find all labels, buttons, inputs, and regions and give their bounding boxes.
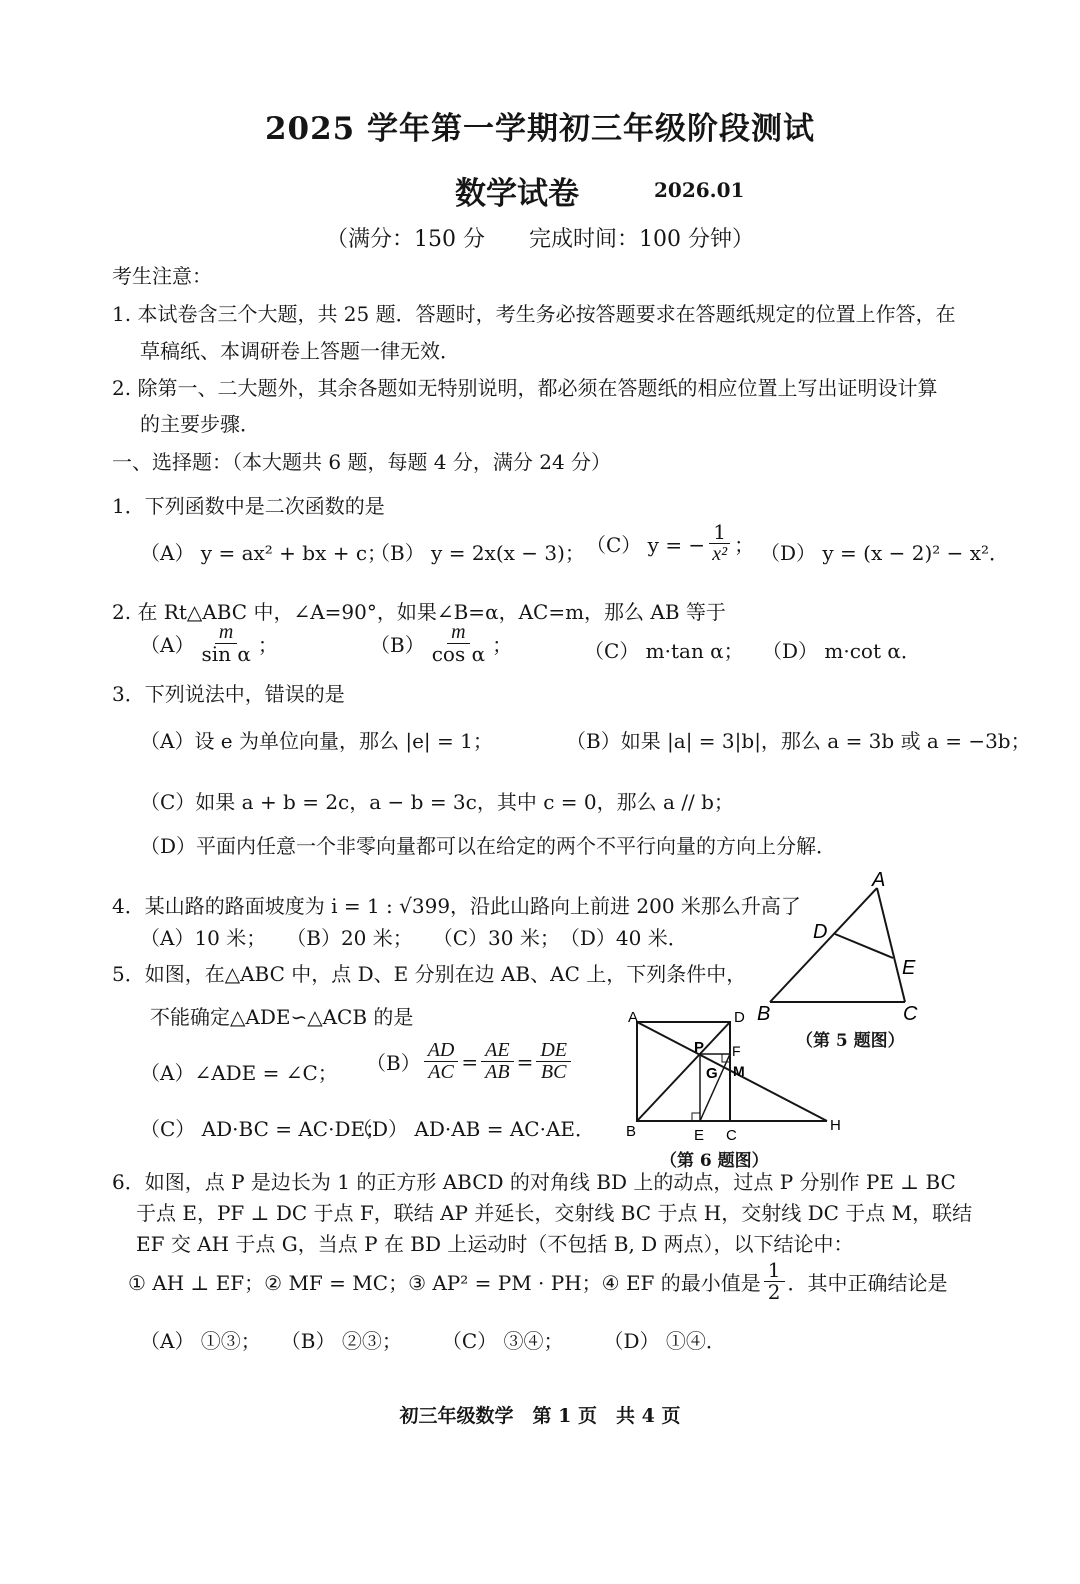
q5-stem: 5．如图，在△ABC 中，点 D、E 分别在边 AB、AC 上，下列条件中， [112,962,747,986]
q1-option-c-prefix: （C） y = − [586,533,706,557]
fig5-label-c: C [903,1003,918,1023]
q1-option-c-fraction [708,522,731,565]
q3-option-d: （D）平面内任意一个非零向量都可以在给定的两个不平行向量的方向上分解． [140,834,837,858]
q1-option-c [586,522,754,565]
q4-options: （A）10 米； （B）20 米； （C）30 米； （D）40 米． [140,926,688,950]
section1-heading: 一、选择题：（本大题共 6 题，每题 4 分，满分 24 分） [112,450,612,474]
fig5-label-b: B [757,1003,771,1023]
q6-line4-prefix: ① AH ⊥ EF；② MF = MC；③ AP² = PM · PH；④ EF 的最小值是 [128,1271,761,1295]
notice-item2-line2: 的主要步骤． [140,412,260,436]
fig6-label-h: H [830,1117,841,1134]
q5-option-b-frac2 [481,1040,513,1083]
q5-option-b-label: （B） [366,1051,421,1075]
q6-line4-numerator: 1 [764,1260,785,1282]
q6-line3: EF 交 AH 于点 G，当点 P 在 BD 上运动时（不包括 B, D 两点），以下结论中： [136,1232,854,1256]
q3-option-c: （C）如果 a + b = 2c，a − b = 3c，其中 c = 0，那么 a // b； [140,790,734,814]
notice-item1-line2: 草稿纸、本调研卷上答题一律无效． [140,339,460,363]
q2-option-b [370,622,512,665]
q2-option-a-denominator: sin α [201,642,251,666]
exam-title: 2025 学年第一学期初三年级阶段测试 [264,111,816,147]
fig5-label-d: D [813,921,828,943]
exam-subtitle: 数学试卷 [455,176,579,212]
q2-option-b-numerator: m [447,622,469,644]
q5-option-b-eq1: = [461,1049,479,1074]
figure-6 [622,1004,847,1152]
q6-options: （A） ①③； （B） ②③； （C） ③④； （D） ①④． [140,1329,726,1353]
q2-stem: 2. 在 Rt△ABC 中，∠A=90°，如果∠B=α，AC=m，那么 AB 等于 [112,600,726,624]
q1-option-a: （A） y = ax² + bx + c； [140,541,388,565]
q2-option-a-numerator: m [215,622,237,644]
q2-option-b-fraction [428,622,489,665]
q5-option-b-frac3 [536,1040,571,1083]
figure-5-caption: （第 5 题图） [796,1031,905,1051]
q5-option-b-frac1-num: AD [424,1040,459,1062]
q2-option-b-sep: ； [492,633,513,657]
q2-option-a-label: （A） [140,633,195,657]
q5-option-d: （D） AD·AB = AC·AE． [352,1117,595,1141]
q5-stem-2: 不能确定△ADE∽△ACB 的是 [150,1005,414,1029]
q1-option-b: （B） y = 2x(x − 3)； [370,541,585,565]
q6-line4 [128,1260,948,1303]
q2-option-a-sep: ； [257,633,278,657]
q6-line1: 6．如图，点 P 是边长为 1 的正方形 ABCD 的对角线 BD 上的动点，过点 P 分别作 PE ⊥ BC [112,1170,956,1194]
q2-option-b-denominator: cos α [431,642,486,666]
q4-stem: 4．某山路的路面坡度为 i = 1 : √399，沿此山路向上前进 200 米那么升高了 [112,894,801,918]
q5-option-b-frac2-den: AB [485,1061,510,1083]
fig6-label-g: G [706,1065,718,1082]
q1-option-c-suffix: ； [734,533,755,557]
fig5-line-ac [877,888,905,1002]
q6-line4-denominator: 2 [767,1280,781,1304]
q5-option-b-frac1 [424,1040,459,1083]
q2-option-d: （D） m·cot α． [762,639,921,663]
fig6-label-f: F [732,1043,741,1059]
q5-option-b-frac3-den: BC [540,1061,567,1083]
fig6-line-ah [637,1022,827,1121]
figure-6-caption: （第 6 题图） [660,1151,769,1171]
exam-info: （满分：150 分 完成时间：100 分钟） [326,227,754,252]
q5-option-b [366,1040,574,1083]
q6-line4-suffix: ．其中正确结论是 [787,1271,948,1295]
q5-option-b-frac2-num: AE [481,1040,513,1062]
q5-option-c: （C） AD·BC = AC·DE； [140,1117,386,1141]
notice-item2-line1: 2. 除第一、二大题外，其余各题如无特别说明，都必须在答题纸的相应位置上写出证明设计算 [112,376,938,400]
exam-date: 2026.01 [654,178,745,202]
fig6-right-angle-e [692,1113,700,1121]
q3-option-a: （A）设 e 为单位向量，那么 |e| = 1； [140,729,493,753]
figure-5 [755,868,935,1023]
q5-option-b-frac3-num: DE [536,1040,571,1062]
fig6-label-a: A [628,1009,639,1026]
q2-option-a-fraction [197,622,254,665]
q3-stem: 3．下列说法中，错误的是 [112,682,345,706]
q5-option-b-frac1-den: AC [428,1061,454,1083]
notice-item1-line1: 1. 本试卷含三个大题，共 25 题．答题时，考生务必按答题要求在答题纸规定的位置上作答，在 [112,302,956,326]
q1-option-c-denominator: x² [712,543,728,565]
q2-option-c: （C） m·tan α； [584,639,744,663]
fig6-label-d: D [734,1009,745,1026]
q1-option-c-numerator: 1 [709,522,730,544]
fig6-label-b: B [626,1123,637,1140]
q3-option-b: （B）如果 |a| = 3|b|，那么 a = 3b 或 a = −3b； [566,729,1031,753]
q6-line2: 于点 E，PF ⊥ DC 于点 F，联结 AP 并延长，交射线 BC 于点 H，交射线 DC 于点 M，联结 [136,1201,973,1225]
q5-option-b-eq2: = [516,1049,534,1074]
q5-option-a: （A）∠ADE = ∠C； [140,1061,338,1085]
fig6-label-e: E [694,1127,705,1144]
q2-option-a [140,622,278,665]
q1-option-d: （D） y = (x − 2)² − x²． [760,541,1010,565]
q2-option-b-label: （B） [370,633,425,657]
fig6-label-c: C [726,1127,737,1144]
q6-line4-fraction [764,1260,785,1303]
fig6-label-m: M [733,1063,745,1079]
fig6-label-p: P [694,1039,705,1056]
fig5-line-de [835,934,893,958]
q1-stem: 1．下列函数中是二次函数的是 [112,494,385,518]
page-footer: 初三年级数学 第 1 页 共 4 页 [399,1405,681,1427]
fig5-label-e: E [902,957,916,979]
notice-heading: 考生注意： [112,264,212,288]
fig5-label-a: A [872,869,886,891]
